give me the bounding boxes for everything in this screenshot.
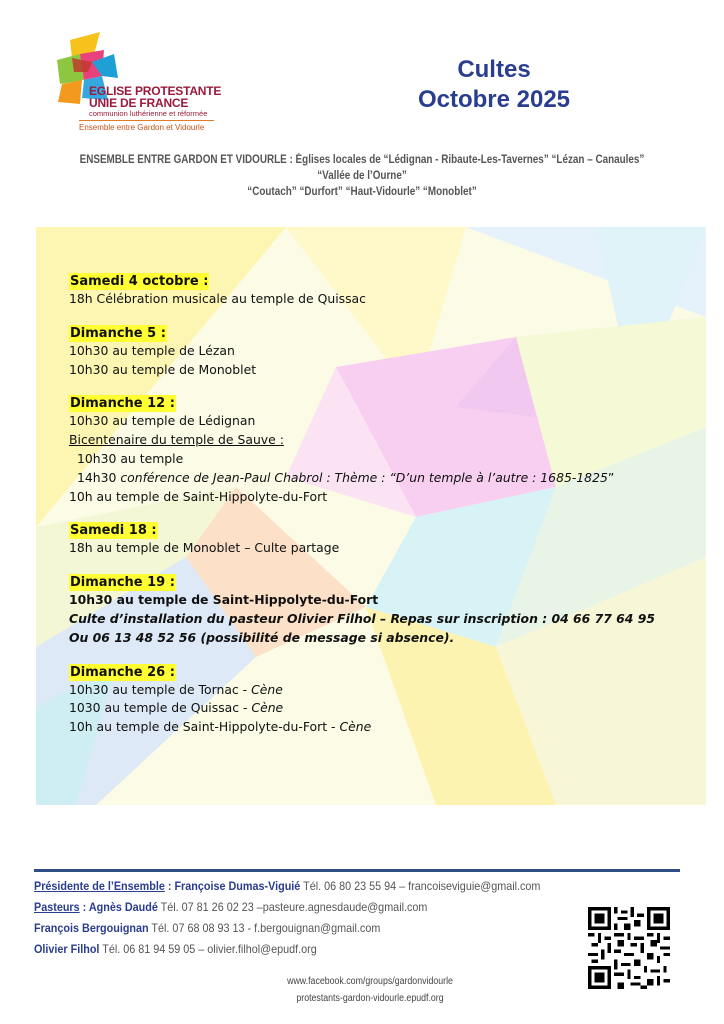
ensemble-description	[68, 152, 656, 200]
day-title: Samedi 18 :	[70, 523, 157, 539]
facebook-link[interactable]: www.facebook.com/groups/gardonvidourle	[287, 976, 453, 987]
contact-pastor-3	[34, 939, 540, 960]
footer-divider	[34, 869, 680, 872]
logo-line-2: UNIE DE FRANCE	[89, 96, 189, 110]
service-line	[69, 681, 699, 700]
service-text: 10h au temple de Saint-Hippolyte-du-Fort -	[69, 719, 340, 735]
day-title: Dimanche 12 :	[70, 396, 175, 412]
installation-phone: Ou 06 13 48 52 56 (possibilité de message si absence).	[69, 629, 455, 645]
title-line-2: Octobre 2025	[417, 86, 571, 113]
logo-line-4: Ensemble entre Gardon et Vidourle	[79, 123, 205, 132]
contact-pastor-2	[34, 918, 540, 939]
contact-separator: :	[164, 879, 175, 893]
service-tag: Cène	[251, 700, 284, 716]
footer-links	[220, 973, 519, 1007]
event-heading: Bicentenaire du temple de Sauve :	[69, 432, 284, 448]
conference-line	[69, 469, 699, 488]
service-line	[69, 699, 699, 718]
epudf-logo	[52, 32, 232, 142]
contact-label: Pasteurs	[34, 900, 80, 914]
day-block	[69, 395, 699, 506]
service-line: 10h30 au temple de Saint-Hippolyte-du-Fort	[69, 592, 379, 608]
service-line	[69, 718, 699, 737]
day-block	[69, 325, 699, 380]
conference-time: 14h30	[77, 469, 121, 485]
contact-details: Tél. 07 81 26 02 23 –pasteure.agnesdaude@gmail.com	[157, 900, 428, 914]
title-line-1: Cultes	[457, 56, 531, 83]
qr-code-icon	[588, 907, 670, 989]
service-line: 10h30 au temple de Lédignan	[69, 413, 256, 429]
day-title: Dimanche 5 :	[70, 325, 166, 341]
day-title: Samedi 4 octobre :	[70, 274, 209, 289]
conference-title: conférence de Jean-Paul Chabrol : Thème : “D’un temple à l’autre : 1685-1825	[120, 469, 608, 485]
service-line: 18h au temple de Monoblet – Culte partage	[69, 540, 340, 556]
service-line: 18h Célébration musicale au temple de Quissac	[69, 291, 366, 306]
contact-name: Olivier Filhol	[34, 942, 100, 956]
conference-quote: ”	[607, 469, 615, 485]
logo-divider	[79, 120, 214, 121]
day-block	[69, 574, 699, 647]
contact-details: Tél. 06 81 94 59 05 – olivier.filhol@epudf.org	[99, 942, 317, 956]
footer-contacts	[34, 876, 540, 960]
logo-line-1: EGLISE PROTESTANTE	[89, 84, 222, 98]
website-link[interactable]: protestants-gardon-vidourle.epudf.org	[296, 993, 444, 1004]
contact-separator: :	[79, 900, 89, 914]
contact-president	[34, 876, 540, 897]
schedule	[69, 273, 699, 753]
service-line: 10h30 au temple de Monoblet	[69, 361, 257, 377]
contact-label: Présidente de l’Ensemble	[34, 879, 165, 893]
service-line: 10h au temple de Saint-Hippolyte-du-Fort	[69, 488, 328, 504]
service-line: 10h30 au temple	[77, 450, 184, 466]
service-text: 10h30 au temple de Tornac -	[69, 681, 252, 697]
service-tag: Cène	[251, 681, 283, 697]
service-line: 10h30 au temple de Lézan	[69, 342, 235, 358]
contact-name: François Bergouignan	[34, 921, 149, 935]
contact-name: Agnès Daudé	[88, 900, 158, 914]
contact-details: Tél. 07 68 08 93 13 - f.bergouignan@gmail.com	[148, 921, 381, 935]
contact-details: Tél. 06 80 23 55 94 – francoiseviguie@gmail.com	[300, 879, 541, 893]
day-title: Dimanche 19 :	[70, 575, 175, 591]
contact-name: Françoise Dumas-Viguié	[174, 879, 301, 893]
ensemble-line-1: ENSEMBLE ENTRE GARDON ET VIDOURLE : Églises locales de “Lédignan - Ribaute-Les-Tavernes” “Lézan – Canaules” “Vallée de l’Ourne”	[79, 154, 645, 182]
ensemble-line-2: “Coutach” “Durfort” “Haut-Vidourle” “Monoblet”	[247, 186, 477, 198]
service-text: 1030 au temple de Quissac -	[69, 700, 252, 716]
day-block	[69, 664, 699, 737]
day-block	[69, 273, 699, 309]
contact-pastor-1	[34, 897, 540, 918]
service-tag: Cène	[339, 719, 372, 735]
day-title: Dimanche 26 :	[70, 664, 175, 680]
logo-line-3: communion luthérienne et réformée	[89, 109, 208, 118]
installation-note: Culte d’installation du pasteur Olivier Filhol – Repas sur inscription : 04 66 77 64 95	[69, 610, 655, 626]
day-block	[69, 522, 699, 558]
page-title	[390, 55, 598, 115]
